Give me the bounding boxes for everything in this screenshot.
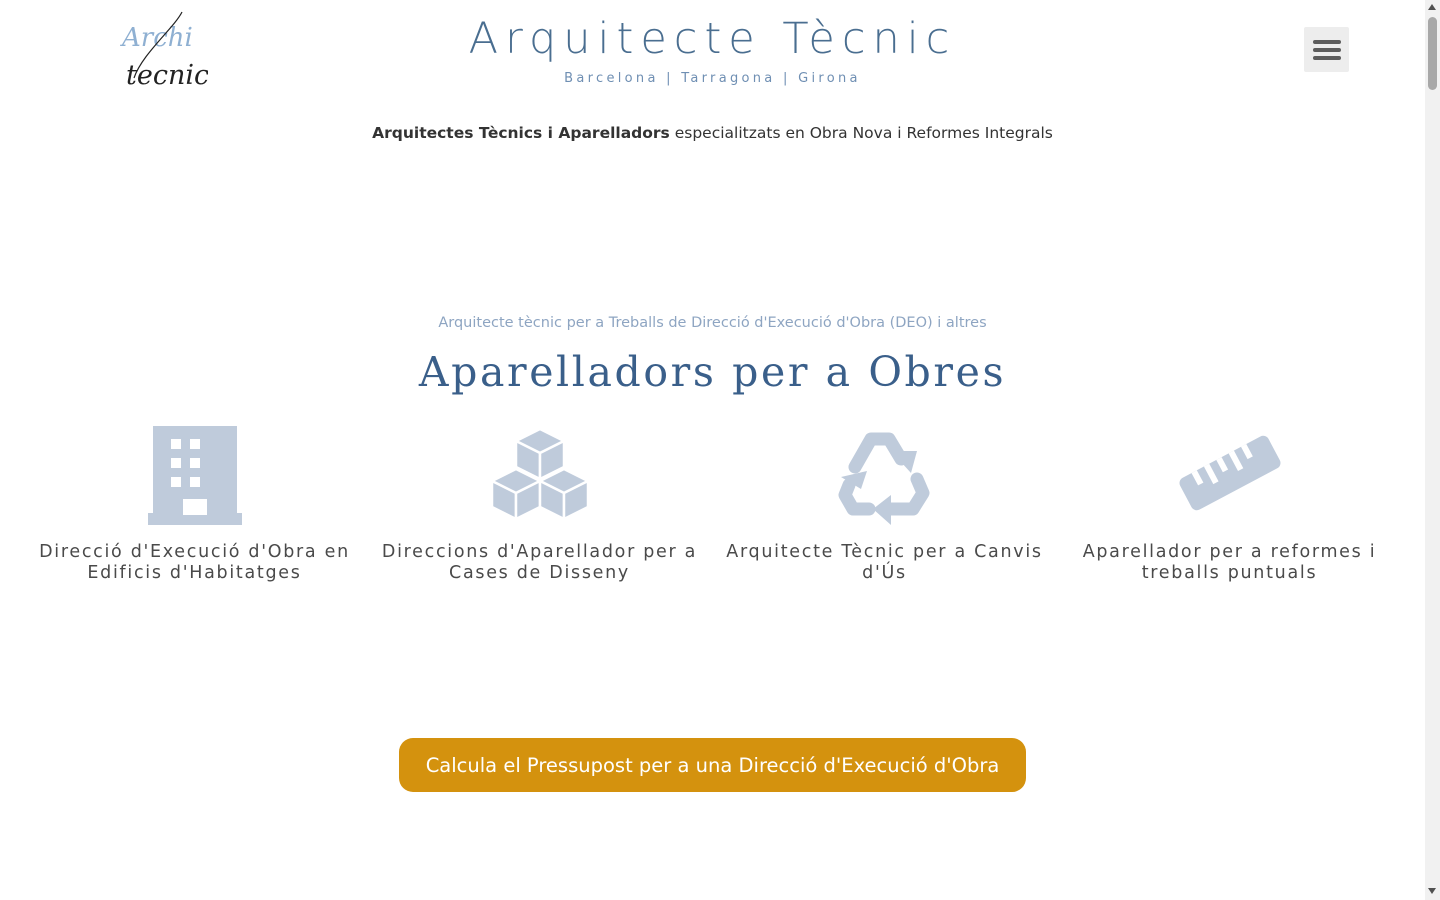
- calculate-budget-button[interactable]: Calcula el Pressupost per a una Direcció d'Execució d'Obra: [399, 738, 1026, 792]
- scroll-down-arrow-icon[interactable]: [1428, 888, 1436, 894]
- service-item-renovations[interactable]: [1057, 420, 1402, 584]
- ruler-icon: [1057, 420, 1402, 526]
- recycle-icon: [712, 420, 1057, 526]
- section-pretitle: Arquitecte tècnic per a Treballs de Direcció d'Execució d'Obra (DEO) i altres: [438, 315, 987, 331]
- cubes-icon: [367, 420, 712, 526]
- services-grid: [22, 420, 1402, 584]
- service-item-houses[interactable]: [367, 420, 712, 584]
- section-title: Aparelladors per a Obres: [418, 348, 1007, 396]
- service-label: Arquitecte Tècnic per a Canvis d'Ús: [726, 542, 1043, 583]
- tagline-rest: especialitzats en Obra Nova i Reformes Integrals: [669, 124, 1053, 142]
- site-subtitle: Barcelona | Tarragona | Girona: [564, 71, 861, 86]
- tagline-bold: Arquitectes Tècnics i Aparelladors: [372, 124, 670, 142]
- service-item-buildings[interactable]: [22, 420, 367, 584]
- svg-text:Archi: Archi: [122, 23, 193, 53]
- service-label: Direcció d'Execució d'Obra en Edificis d'Habitatges: [39, 542, 350, 583]
- tagline: [0, 124, 1425, 142]
- hamburger-icon-bar: [1313, 56, 1341, 60]
- hamburger-icon-bar: [1313, 40, 1341, 44]
- building-icon: [22, 420, 367, 526]
- vertical-scrollbar[interactable]: [1425, 0, 1440, 900]
- site-title[interactable]: Arquitecte Tècnic: [468, 14, 957, 64]
- service-label: Direccions d'Aparellador per a Cases de Disseny: [381, 542, 698, 583]
- scroll-up-arrow-icon[interactable]: [1428, 4, 1436, 10]
- svg-text:tecnic: tecnic: [126, 60, 208, 91]
- service-label: Aparellador per a reformes i treballs puntuals: [1082, 542, 1377, 583]
- scrollbar-thumb[interactable]: [1428, 17, 1437, 90]
- service-item-change-of-use[interactable]: [712, 420, 1057, 584]
- hamburger-icon-bar: [1313, 48, 1341, 52]
- hamburger-menu-button[interactable]: [1304, 27, 1349, 72]
